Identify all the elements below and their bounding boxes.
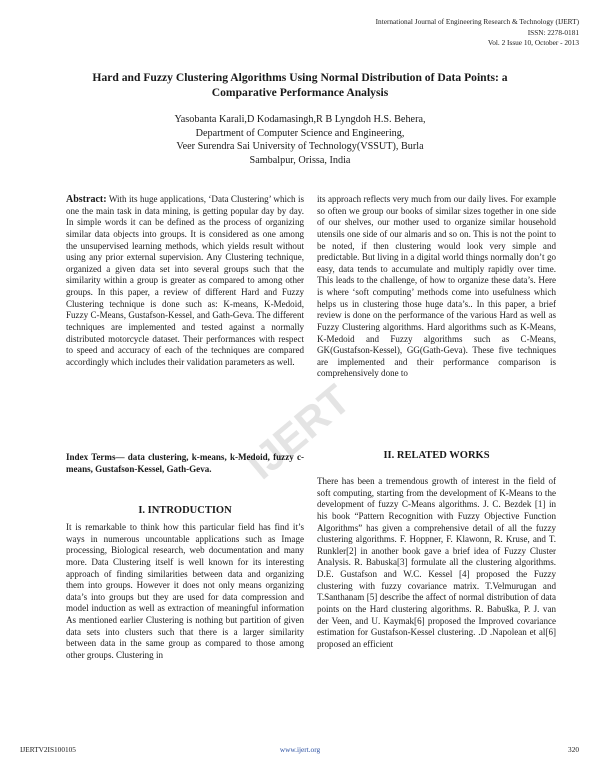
related-works-paragraph: There has been a tremendous growth of interest in the field of soft computing, starting from the development of K-Means to the development of fuzzy C-Means algorithms. J. C. Bezdek [1] in his book “Pattern Recognition with Fuzzy Objective Function Algorithms” has given a comprehensive detail of all the fuzzy clustering algorithms. F. Hoppner, F. Klawonn, R. Kruse, and T. Runkler[2] in another book gave a brief idea of Fuzzy Cluster Analysis. R. Babuska[3] formulate all the clustering algorithms. D.E. Gustafson and W.C. Kessel [4] proposed the Fuzzy clustering with fuzzy covariance matrix. T.Velmurugan and T.Santhanam [5] describe the affect of normal distribution of data points on the Hard clustering algorithms. R. Babuška, P. J. van der Veen, and U. Kaymak[6] proposed the Improved covariance estimation for Gustafson-Kessel clustering. .D .Napolean et al[6] proposed an efficient bbox=[317, 476, 556, 649]
watermark: IJERT bbox=[237, 375, 359, 488]
footer-paper-id: IJERTV2IS100105 bbox=[20, 745, 76, 754]
author-names: Yasobanta Karali,D Kodamasingh,R B Lyngdoh H.S. Behera, bbox=[174, 114, 426, 125]
introduction-continued-paragraph: its approach reflects very much from our daily lives. For example so often we group our books of similar sizes together in one side of our shelves, our mother used to organize similar household utensils one side of our almaris and so on. This is not the point to be noted, if then clustering would look very simple and predictable. But living in a digital world things normally don’t go easy, data tends to accumulate and multiply rapidly over time. This leads to the challenge, of how to organize these data’s. Here is where ‘soft computing’ methods come into usefulness which helps us in clustering those huge data’s.. In this paper, a brief review is done on the performance of the various Hard as well as Fuzzy Clustering algorithms. Hard algorithms such as K-Means, K-Medoid and Fuzzy algorithms such as C-Means, GK(Gustafson-Kessel), GG(Gath-Geva). These five techniques are implemented and their performance comparison is comprehensively done to bbox=[317, 194, 556, 379]
journal-issn: ISSN: 2278-0181 bbox=[527, 27, 579, 37]
footer-page-number: 320 bbox=[568, 745, 579, 754]
affiliation-location: Sambalpur, Orissa, India bbox=[249, 155, 351, 167]
introduction-paragraph: It is remarkable to think how this particular field has find it’s ways in numerous uncountable applications such as Image processing, Biological research, web documentation and many more. Data Clustering itself is well known for its interesting approach of finding similarities between data and organizing them into groups. However it does not only means organizing data’s into groups but they are used for data compression and model induction as well as extraction of meaningful information As mentioned earlier Clustering is nothing but partition of given data sets into clusters such that there is a larger similarity between data in the same group as compared to those among other groups. Clustering in bbox=[66, 522, 304, 660]
related-works-body bbox=[317, 476, 556, 650]
section-heading-related-works: II. RELATED WORKS bbox=[383, 450, 490, 461]
author-block bbox=[60, 113, 540, 168]
journal-header bbox=[376, 17, 579, 49]
index-terms bbox=[66, 452, 304, 475]
index-terms-text: Index Terms— data clustering, k-means, k-Medoid, fuzzy c-means, Gustafson-Kessel, Gath-Geva. bbox=[66, 452, 304, 474]
affiliation-department: Department of Computer Science and Engineering, bbox=[195, 127, 405, 139]
journal-volume: Vol. 2 Issue 10, October - 2013 bbox=[487, 38, 579, 48]
paper-title bbox=[60, 70, 540, 100]
affiliation-university: Veer Surendra Sai University of Technology(VSSUT), Burla bbox=[176, 141, 424, 153]
footer-website-link[interactable]: www.ijert.org bbox=[279, 745, 321, 754]
abstract-text: With its huge applications, ‘Data Clustering’ which is one the main task in data mining, is getting popular day by day. In simple words it can be defined as the process of organizing similar data objects into groups. It is considered as one among the unsupervised learning methods, which yields result without using any prior external supervision. Any Clustering technique, organized a given data set into several groups such that the similarity within a group is greater as compared to among other groups. In this paper, a review of different Hard and Fuzzy Clustering technique is done such as: K-means, K-Medoid, Fuzzy C-Means, Gustafson-Kessel, and Gath-Geva. The different techniques are implemented and tested against a normally distributed motorcycle dataset. Their performances with respect to speed and accuracy of each of the techniques are compared accordingly which includes their validation parameters as well. bbox=[66, 194, 304, 367]
journal-name: International Journal of Engineering Research & Technology (IJERT) bbox=[375, 17, 579, 26]
introduction-continued bbox=[317, 194, 556, 380]
abstract-paragraph bbox=[66, 194, 304, 368]
paper-title-line1: Hard and Fuzzy Clustering Algorithms Using Normal Distribution of Data Points: a bbox=[92, 71, 508, 84]
abstract-label: Abstract: bbox=[66, 194, 107, 205]
paper-title-line2: Comparative Performance Analysis bbox=[211, 86, 389, 99]
introduction-body bbox=[66, 522, 304, 662]
section-heading-introduction: I. INTRODUCTION bbox=[138, 505, 232, 516]
abstract-section bbox=[66, 194, 304, 368]
